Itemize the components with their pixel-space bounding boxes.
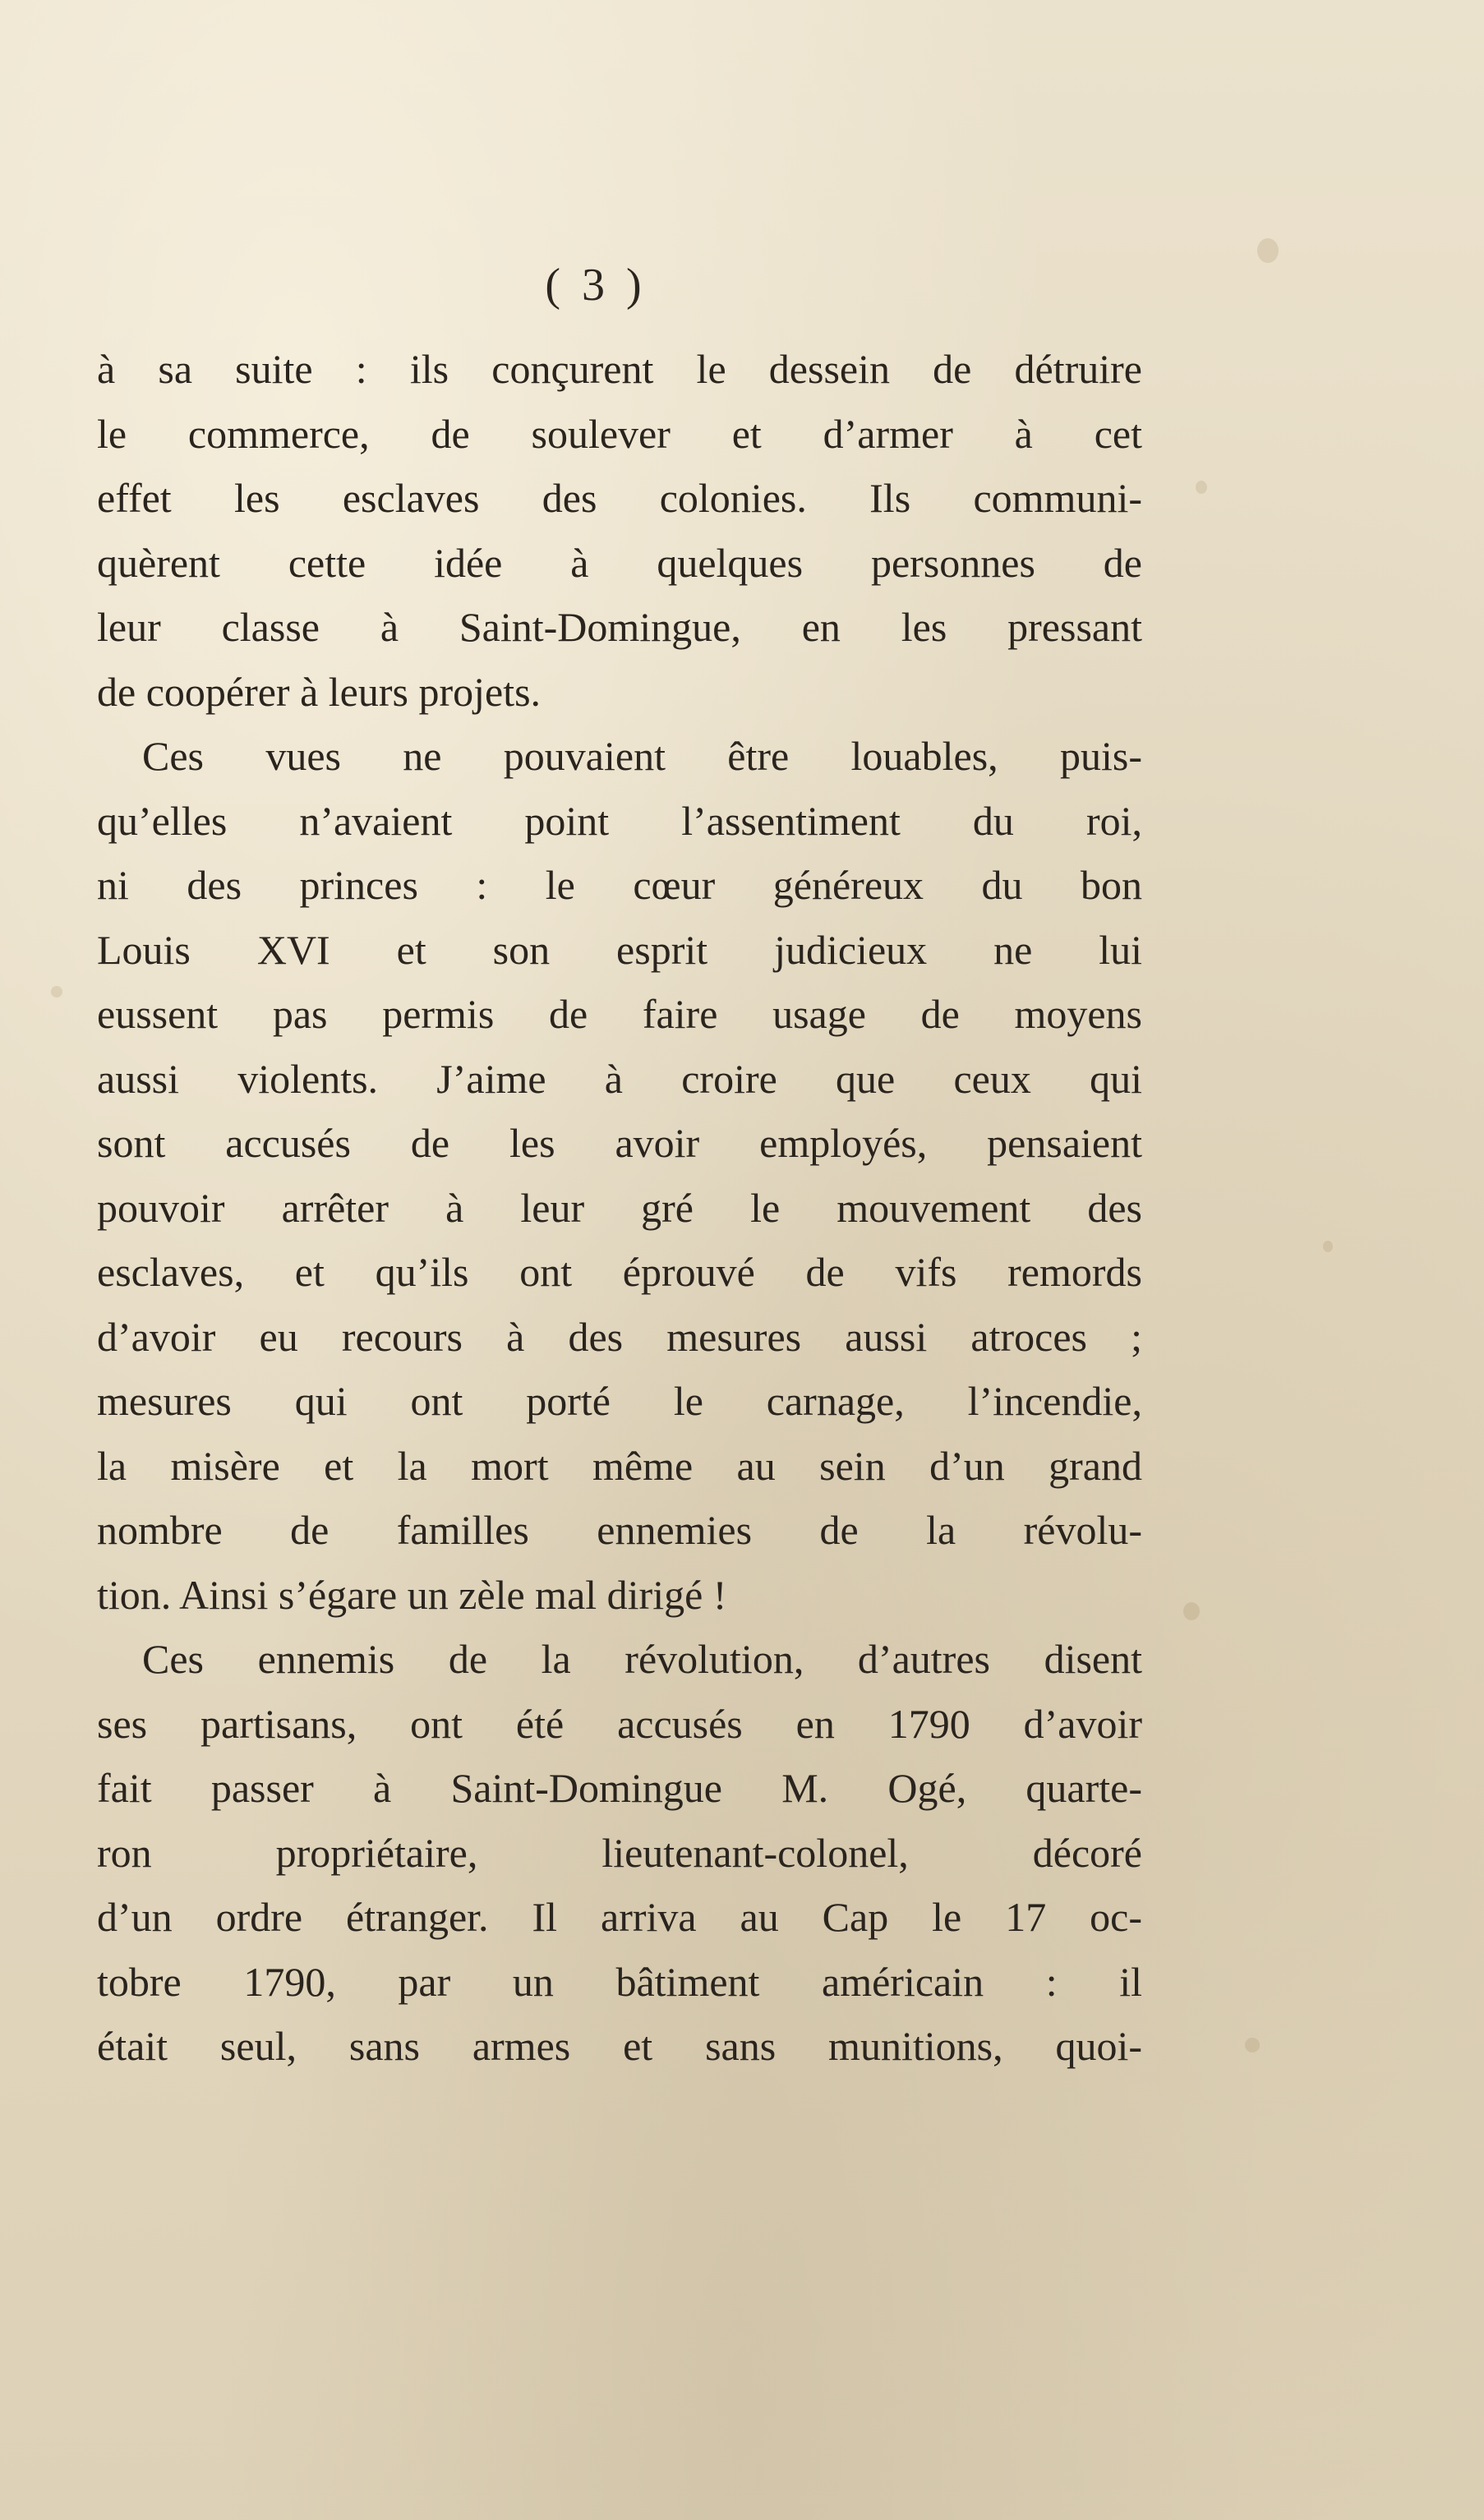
text-line: la misère et la mort même au sein d’un grand: [97, 1442, 1142, 1489]
text-line: eussent pas permis de faire usage de moyens: [97, 991, 1142, 1037]
text-line: tobre 1790, par un bâtiment américain : il: [97, 1958, 1142, 2005]
text-line: leur classe à Saint-Domingue, en les pressant: [97, 604, 1142, 650]
text-line: aussi violents. J’aime à croire que ceux qui: [97, 1055, 1142, 1102]
text-line: fait passer à Saint-Domingue M. Ogé, quarte-: [97, 1765, 1142, 1811]
text-line: à sa suite : ils conçurent le dessein de détruire: [97, 346, 1142, 392]
text-line: était seul, sans armes et sans munitions, quoi-: [97, 2023, 1142, 2069]
body-text: [97, 337, 1142, 2079]
paper-stain: [1183, 1602, 1200, 1620]
text-line: Louis XVI et son esprit judicieux ne lui: [97, 926, 1142, 973]
text-line: effet les esclaves des colonies. Ils communi-: [97, 475, 1142, 521]
text-line: sont accusés de les avoir employés, pensaient: [97, 1120, 1142, 1166]
text-line: ni des princes : le cœur généreux du bon: [97, 862, 1142, 908]
paper-stain: [51, 986, 62, 997]
text-line: d’avoir eu recours à des mesures aussi atroces ;: [97, 1313, 1142, 1360]
text-line: tion. Ainsi s’égare un zèle mal dirigé !: [97, 1571, 727, 1618]
text-line: quèrent cette idée à quelques personnes de: [97, 539, 1142, 586]
text-line: esclaves, et qu’ils ont éprouvé de vifs remords: [97, 1249, 1142, 1295]
page-number: ( 3 ): [545, 260, 647, 311]
paper-stain: [1257, 238, 1279, 263]
text-line: pouvoir arrêter à leur gré le mouvement des: [97, 1184, 1142, 1231]
text-line: de coopérer à leurs projets.: [97, 668, 542, 715]
paper-stain: [1245, 2038, 1260, 2052]
text-line: d’un ordre étranger. Il arriva au Cap le 17 oc-: [97, 1894, 1142, 1940]
text-line: Ces vues ne pouvaient être louables, puis-: [142, 733, 1142, 779]
text-line: mesures qui ont porté le carnage, l’incendie,: [97, 1378, 1142, 1424]
text-line: le commerce, de soulever et d’armer à cet: [97, 410, 1142, 457]
paper-stain: [1323, 1241, 1333, 1252]
paper-stain: [1196, 481, 1207, 494]
text-line: ron propriétaire, lieutenant-colonel, décoré: [97, 1829, 1142, 1876]
text-line: nombre de familles ennemies de la révolu-: [97, 1507, 1142, 1553]
text-line: ses partisans, ont été accusés en 1790 d’avoir: [97, 1700, 1142, 1747]
text-line: Ces ennemis de la révolution, d’autres disent: [142, 1636, 1142, 1682]
text-line: qu’elles n’avaient point l’assentiment du roi,: [97, 797, 1142, 844]
